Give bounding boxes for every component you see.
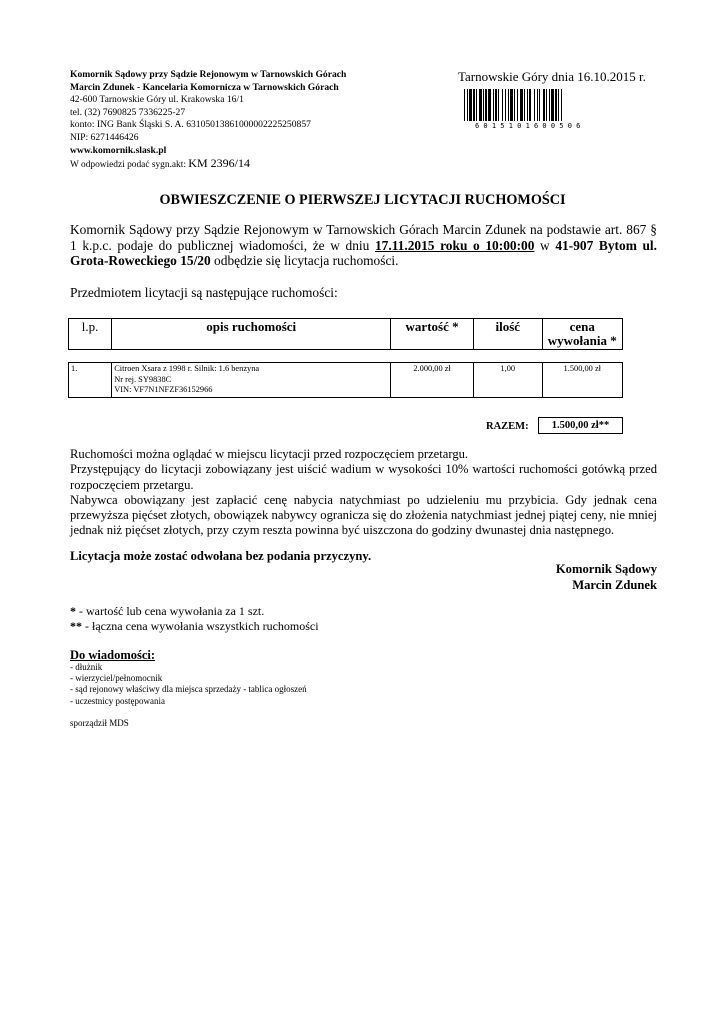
barcode-bar — [508, 89, 509, 121]
intro-text-1: Komornik Sądowy przy Sądzie Rejonowym w Tarnowskich Górach Marcin Zdunek na podstawie art. 867 § 1 k.p.c. podaje do publicznej wiadomości, że w dniu — [70, 222, 657, 253]
table-spacer — [69, 350, 623, 363]
barcode-bar — [505, 89, 506, 121]
barcode-bar — [473, 89, 475, 121]
barcode-bar — [543, 89, 545, 121]
total-value: 1.500,00 zł** — [538, 417, 623, 434]
barcode-bar — [537, 89, 538, 121]
barcode-bar — [529, 89, 531, 121]
cell-quantity: 1,00 — [473, 363, 542, 398]
footnote-text: - wartość lub cena wywołania za 1 szt. — [76, 604, 265, 618]
barcode-bar — [527, 89, 528, 121]
distribution-list — [70, 648, 307, 707]
auction-location: 41-907 Bytom ul. Grota-Roweckiego 15/20 — [70, 237, 657, 268]
barcode-bar — [549, 89, 550, 121]
auction-datetime: 17.11.2015 roku o 10:00:00 — [374, 237, 535, 253]
intro-text-2: w — [534, 237, 556, 253]
desc-line: VIN: VF7N1NFZF36152966 — [114, 385, 213, 394]
document-title: OBWIESZCZENIE O PIERWSZEJ LICYTACJI RUCHOMOŚCI — [159, 192, 566, 208]
cell-lp: 1. — [69, 363, 112, 398]
subject-line: Przedmiotem licytacji są następujące ruchomości: — [70, 285, 338, 300]
barcode-bar — [551, 89, 554, 121]
barcode-bar — [510, 89, 513, 121]
barcode-bar — [495, 89, 497, 121]
barcode-bar — [524, 89, 525, 121]
barcode-bar — [561, 89, 562, 121]
total-label: RAZEM: — [486, 421, 529, 432]
office-address: 42-600 Tarnowskie Góry ul. Krakowska 16/1 — [70, 94, 244, 106]
list-item: - wierzyciel/pełnomocnik — [70, 673, 163, 684]
barcode-bar — [469, 89, 472, 121]
info-paragraph — [70, 447, 657, 539]
items-table — [68, 318, 623, 398]
list-item: - uczestnicy postępowania — [70, 695, 165, 706]
barcode-bar — [520, 89, 523, 121]
cell-value: 2.000,00 zł — [391, 363, 474, 398]
tax-id: NIP: 6271446426 — [70, 131, 139, 143]
office-name-line2: Marcin Zdunek - Kancelaria Komornicza w Tarnowskich Górach — [70, 81, 339, 93]
office-phone: tel. (32) 7690825 7336225-27 — [70, 106, 186, 118]
bank-account: konto: ING Bank Śląski S. A. 63105013861000002225250857 — [70, 119, 311, 131]
col-header-value: wartość * — [391, 319, 474, 350]
barcode-digits: 6 0 1 5 1 0 1 6 0 0 5 0 6 — [475, 122, 581, 129]
col-header-lp: l.p. — [69, 319, 112, 350]
office-name-line1: Komornik Sądowy przy Sądzie Rejonowym w Tarnowskich Górach — [70, 69, 347, 80]
reference-label: W odpowiedzi podać sygn.akt: — [70, 160, 186, 171]
barcode-bar — [485, 89, 487, 121]
document-date: Tarnowskie Góry dnia 16.10.2015 r. — [458, 69, 646, 84]
barcode-bar — [534, 89, 535, 121]
signature-name: Marcin Zdunek — [572, 577, 657, 592]
barcode-bar — [517, 89, 518, 121]
footnote-mark: * — [70, 604, 76, 618]
barcode-bar — [498, 89, 499, 121]
footnote — [70, 604, 319, 619]
barcode-bar — [502, 89, 503, 121]
barcode-bar — [476, 89, 477, 121]
barcode-bar — [514, 89, 515, 121]
cell-description — [112, 363, 391, 398]
desc-line: Citroen Xsara z 1998 r. Silnik: 1.6 benzyna — [114, 364, 260, 373]
col-header-description: opis ruchomości — [112, 319, 391, 350]
signature-role: Komornik Sądowy — [555, 562, 657, 576]
table-header-row — [69, 319, 623, 350]
barcode-bar — [483, 89, 484, 121]
barcode-bar — [539, 89, 540, 121]
intro-text-3: odbędzie się licytacja ruchomości. — [210, 253, 399, 268]
case-reference — [70, 157, 346, 172]
barcode-bar — [546, 89, 547, 121]
info-line: Nabywca obowiązany jest zapłacić cenę nabycia natychmiast po udzieleniu mu przybicia. Gdy jednak cena przewyższa pięćset złotych, obowiązek nabywcy ogranicza się do złożenia natychmiast jednej piątej ceny, nie mniej jednak niż pięćset złotych, przy czym reszta powinna być uiszczona do godziny dwunastej dnia następnego. — [70, 492, 657, 538]
letterhead — [70, 69, 346, 172]
barcode-bar — [555, 89, 557, 121]
footnote — [70, 619, 319, 634]
website-link[interactable]: www.komornik.slask.pl — [70, 144, 167, 156]
reference-number: KM 2396/14 — [188, 156, 250, 171]
barcode-bar — [467, 89, 468, 121]
footnote-mark: ** — [70, 619, 82, 633]
barcode-image — [463, 89, 657, 129]
info-line: Przystępujący do licytacji zobowiązany jest uiścić wadium w wysokości 10% wartości ruchomości gotówką przed rozpoczęciem przetargu. — [70, 462, 657, 492]
desc-line: Nr rej. SY9838C — [114, 374, 172, 384]
signature-block — [556, 562, 657, 593]
table-row — [69, 363, 623, 398]
barcode-bar — [558, 89, 559, 121]
info-line: Ruchomości można oglądać w miejscu licytacji przed rozpoczęciem przetargu. — [70, 447, 469, 461]
list-item: - dłużnik — [70, 662, 103, 672]
cancel-notice: Licytacja może zostać odwołana bez podania przyczyny. — [70, 549, 372, 563]
prepared-by: sporządził MDS — [70, 718, 129, 728]
intro-paragraph — [70, 222, 657, 269]
cell-price: 1.500,00 zł — [542, 363, 622, 398]
footnotes — [70, 604, 319, 634]
footnote-text: - łączna cena wywołania wszystkich ruchomości — [82, 619, 319, 633]
distribution-heading: Do wiadomości: — [70, 648, 156, 662]
col-header-price: cena wywołania * — [542, 319, 622, 350]
barcode-bar — [464, 89, 465, 121]
barcode-bar — [479, 89, 482, 121]
barcode-bar — [488, 89, 491, 121]
barcode-bar — [493, 89, 494, 121]
col-header-quantity: ilość — [473, 319, 542, 350]
list-item: - sąd rejonowy właściwy dla miejsca sprzedaży - tablica ogłoszeń — [70, 684, 307, 695]
